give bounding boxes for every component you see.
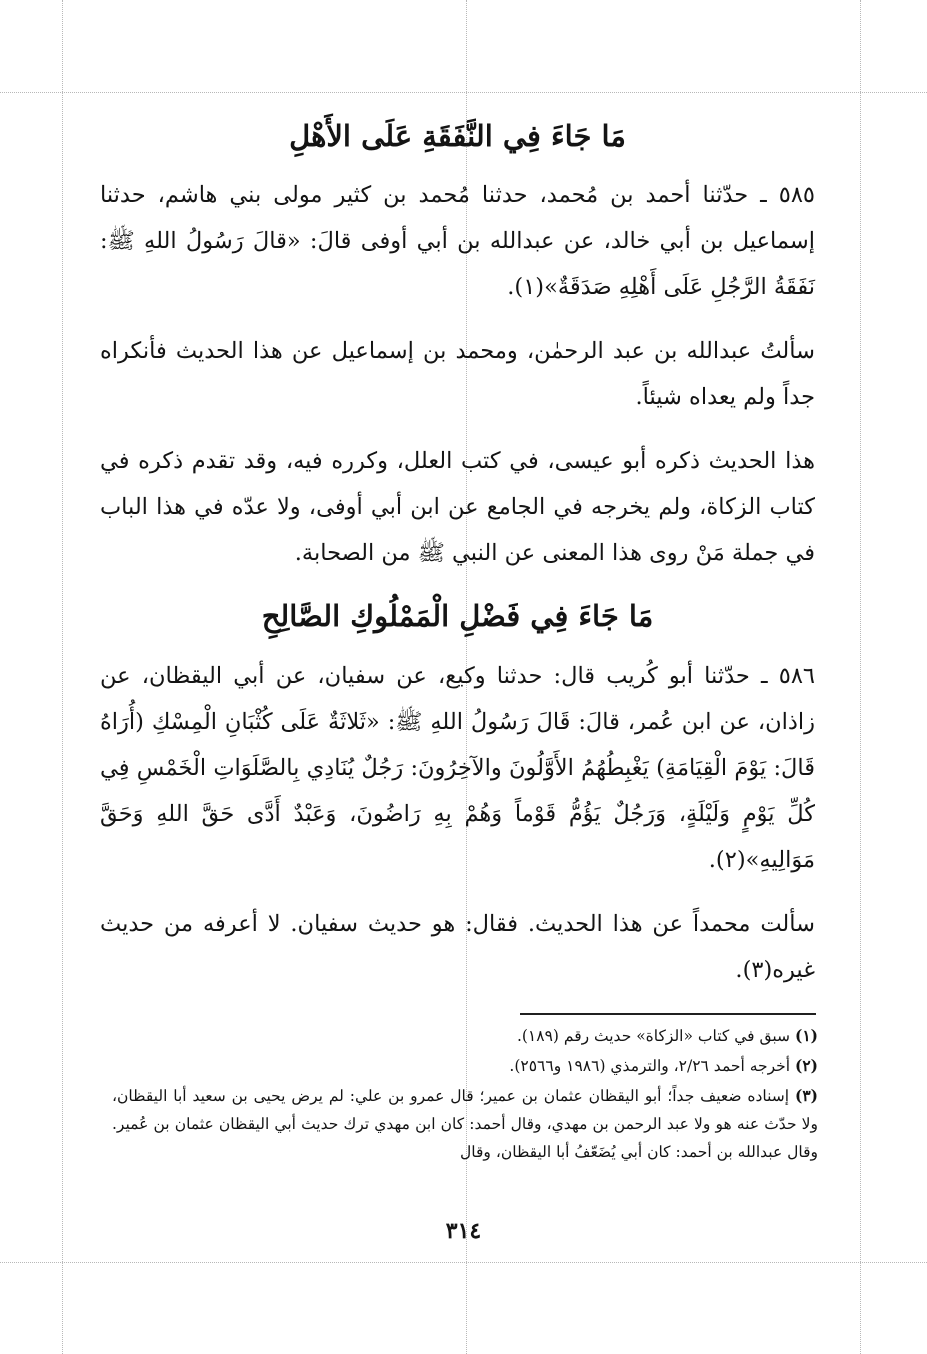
footnote-number: (٢): [794, 1056, 818, 1075]
footnotes: [112, 1022, 818, 1168]
footnote-text: سبق في كتاب «الزكاة» حديث رقم (١٨٩).: [516, 1027, 791, 1045]
scan-guide-line: [62, 0, 63, 1354]
scan-guide-line: [0, 92, 927, 93]
section-nafaqa: [100, 118, 815, 576]
hadith-585: ٥٨٥ ـ حدّثنا أحمد بن مُحمد، حدثنا مُحمد بن كثير مولى بني هاشم، حدثنا إسماعيل بن أبي خالد، عن عبدالله بن أبي أوفى قالَ: «قالَ رَسُولُ اللهِ ﷺ: نَفَقَةُ الرَّجُلِ عَلَى أَهْلِهِ صَدَقَةٌ»(١).: [100, 182, 815, 301]
scan-guide-line: [860, 0, 861, 1354]
hadith-586: ٥٨٦ ـ حدّثنا أبو كُريب قال: حدثنا وكيع، عن سفيان، عن أبي اليقظان، عن زاذان، عن ابن عُمر، قالَ: قَالَ رَسُولُ اللهِ ﷺ: «ثَلاثَةٌ عَلَى كُثْبَانِ الْمِسْكِ (أُرَاهُ قَالَ: يَوْمَ الْقِيَامَةِ) يَغْبِطُهُمُ الأَوَّلُونَ والآخِرُونَ: رَجُلٌ يُنَادِي بِالصَّلَوَاتِ الْخَمْسِ فِي كُلِّ يَوْمٍ وَلَيْلَةٍ، وَرَجُلٌ يَؤُمُّ قَوْماً وَهُمْ بِهِ رَاضُونَ، وَعَبْدٌ أَدَّى حَقَّ اللهِ وَحَقَّ مَوَالِيهِ»(٢).: [100, 662, 815, 873]
footnote: [112, 1052, 818, 1080]
footnote-divider: [520, 1013, 816, 1015]
commentary-paragraph: سألتُ عبدالله بن عبد الرحمٰن، ومحمد بن إسماعيل عن هذا الحديث فأنكراه جداً ولم يعداه شيئاً.: [100, 338, 815, 411]
page-number: ٣١٤: [445, 1218, 482, 1244]
footnote-text: أخرجه أحمد ٢/٢٦، والترمذي (١٩٨٦ و٢٥٦٦).: [509, 1057, 791, 1075]
footnote-number: (٣): [794, 1086, 818, 1105]
footnote: [112, 1082, 818, 1166]
page-body: [100, 118, 815, 1011]
commentary-paragraph: سألت محمداً عن هذا الحديث. فقال: هو حديث سفيان. لا أعرفه من حديث غيره(٣).: [100, 910, 815, 983]
scan-guide-line: [0, 1262, 927, 1263]
section-mamluk: [100, 598, 815, 992]
footnote: [112, 1022, 818, 1050]
section-heading: مَا جَاءَ فِي النَّفَقَةِ عَلَى الأَهْلِ: [289, 119, 626, 153]
footnote-text: إسناده ضعيف جداً؛ أبو اليقظان عثمان بن عمير؛ قال عمرو بن علي: لم يرض يحيى بن سعيد أبا اليقظان، ولا حدّث عنه هو ولا عبد الرحمن بن مهدي، وقال أحمد: كان ابن مهدي ترك حديث أبي اليقظان عثمان بن عُمير. وقال عبدالله بن أحمد: كان أبي يُضَعّفُ أبا اليقظان، وقال: [112, 1087, 818, 1161]
commentary-paragraph: هذا الحديث ذكره أبو عيسى، في كتب العلل، وكرره فيه، وقد تقدم ذكره في كتاب الزكاة، ولم يخرجه في الجامع عن ابن أبي أوفى، ولا عدّه في هذا الباب في جملة مَنْ روى هذا المعنى عن النبي ﷺ من الصحابة.: [100, 448, 815, 567]
footnote-number: (١): [794, 1026, 818, 1045]
section-heading: مَا جَاءَ فِي فَضْلِ الْمَمْلُوكِ الصَّالِحِ: [261, 599, 654, 634]
